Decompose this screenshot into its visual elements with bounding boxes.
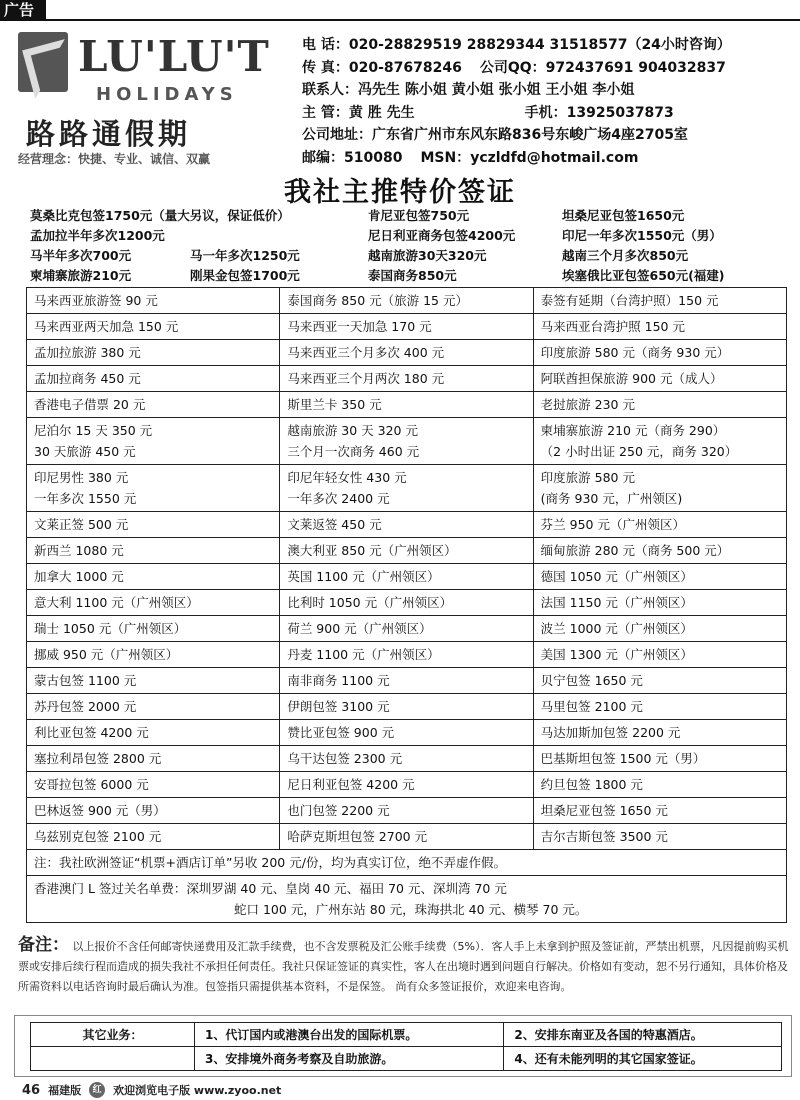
manager-label: 主 管： (302, 104, 349, 121)
promo-item: 马一年多次1250元 (190, 248, 300, 263)
price-cell (27, 288, 280, 314)
price-cell (533, 564, 786, 590)
logo-s-icon (18, 32, 68, 92)
price-line: 英国 1100 元（广州领区） (287, 569, 440, 584)
table-row (27, 340, 787, 366)
postcode: 510080 (344, 149, 403, 166)
fax-number: 020-87678246 (348, 59, 462, 76)
other-services-table (30, 1022, 782, 1071)
price-line: 巴基斯坦包签 1500 元（男） (540, 751, 706, 766)
page-footer (22, 1082, 281, 1098)
promo-item: 尼日利亚商务包签4200元 (368, 228, 516, 243)
price-cell (280, 746, 533, 772)
table-row (27, 512, 787, 538)
service-item: 3、安排境外商务考察及自助旅游。 (195, 1047, 504, 1071)
price-cell (533, 418, 786, 465)
price-cell (533, 668, 786, 694)
table-row (27, 746, 787, 772)
table-row (31, 1047, 782, 1071)
table-row (27, 850, 787, 876)
logo-name: LU'LU'T (78, 32, 270, 81)
price-line: 印度旅游 580 元 (540, 470, 635, 485)
price-line: 蒙古包签 1100 元 (34, 673, 137, 688)
table-row (27, 590, 787, 616)
price-cell (27, 824, 280, 850)
price-cell (27, 465, 280, 512)
price-cell (533, 616, 786, 642)
price-cell (533, 314, 786, 340)
price-line: 美国 1300 元（广州领区） (540, 647, 693, 662)
page-title: 我社主推特价签证 (284, 177, 516, 208)
promo-row (30, 246, 790, 266)
price-cell (280, 465, 533, 512)
price-line: 德国 1050 元（广州领区） (540, 569, 693, 584)
promo-item: 莫桑比克包签1750元（量大另议，保证低价） (30, 208, 290, 223)
hk-macau-line: 香港澳门 L 签过关名单费：深圳罗湖 40 元、皇岗 40 元、福田 70 元、深圳湾 70 元 (34, 881, 507, 896)
remarks-text: 以上报价不含任何邮寄快递费用及汇款手续费，也不含发票税及汇公账手续费（5%）．客人手上未拿到护照及签证前，严禁出机票，凡因提前购买机票或安排后续行程而造成的损失我社不承担任何责任。我社只保证签证的真实性，客人在出境时遇到问题自行解决。价格如有变动，恕不另行通知，具体价格及所需资料以电话咨询时最后确认为准。包签指只需提供基本资料，不是保签。 尚有众多签证报价，欢迎来电咨询。 (18, 940, 789, 993)
contact-people: 冯先生 陈小姐 黄小姐 张小姐 王小姐 李小姐 (358, 82, 635, 98)
phone-row (302, 34, 792, 57)
address-row (302, 124, 792, 147)
table-row (27, 418, 787, 465)
promo-row (30, 206, 790, 226)
promo-item: 坦桑尼亚包签1650元 (562, 208, 685, 223)
price-cell (533, 694, 786, 720)
price-cell (280, 340, 533, 366)
price-line: 比利时 1050 元（广州领区） (287, 595, 453, 610)
price-line: 尼泊尔 15 天 350 元 (34, 423, 153, 438)
price-line: 瑞士 1050 元（广州领区） (34, 621, 187, 636)
price-line: 斯里兰卡 350 元 (287, 397, 382, 412)
price-line: 澳大利亚 850 元（广州领区） (287, 543, 457, 558)
other-services-spacer (31, 1047, 195, 1071)
promo-item: 埃塞俄比亚包签650元(福建) (562, 268, 725, 283)
price-line: 苏丹包签 2000 元 (34, 699, 137, 714)
fax-label: 传 真： (302, 59, 349, 76)
price-line: 香港电子借票 20 元 (34, 397, 146, 412)
price-line: 芬兰 950 元（广州领区） (540, 517, 685, 532)
price-line: 越南旅游 30 天 320 元 (287, 423, 418, 438)
promo-item: 越南旅游30天320元 (368, 248, 487, 263)
table-row (27, 824, 787, 850)
address: 广东省广州市东风东路836号东峻广场4座2705室 (372, 127, 688, 143)
price-cell (280, 512, 533, 538)
price-line: 马来西亚三个月两次 180 元 (287, 371, 445, 386)
hk-macau-line: 蛇口 100 元，广州东站 80 元，珠海拱北 40 元、横琴 70 元。 (234, 902, 588, 917)
price-cell (27, 538, 280, 564)
price-cell (280, 694, 533, 720)
europe-note: 注：我社欧洲签证“机票+酒店订单”另收 200 元/份，均为真实订位，绝不弄虚作假。 (27, 850, 787, 876)
promo-item: 越南三个月多次850元 (562, 248, 689, 263)
price-line: 约旦包签 1800 元 (540, 777, 643, 792)
price-cell (27, 616, 280, 642)
price-line: 马来西亚台湾护照 150 元 (540, 319, 685, 334)
price-cell (533, 366, 786, 392)
price-line: 也门包签 2200 元 (287, 803, 390, 818)
price-table (26, 287, 787, 923)
promo-item: 孟加拉半年多次1200元 (30, 228, 165, 243)
phone-numbers: 020-28829519 28829344 31518577（24小时咨询） (348, 37, 731, 53)
ad-label: 广告 (0, 0, 46, 21)
price-line: 老挝旅游 230 元 (540, 397, 635, 412)
promo-item: 泰国商务850元 (368, 268, 457, 283)
price-cell (27, 418, 280, 465)
logo-chinese-name: 路路通假期 (26, 117, 192, 151)
price-cell (27, 392, 280, 418)
price-line: 坦桑尼亚包签 1650 元 (540, 803, 668, 818)
company-motto: 经营理念：快捷、专业、诚信、双赢 (18, 152, 211, 166)
price-cell (533, 392, 786, 418)
edition-label: 福建版 (48, 1084, 82, 1097)
price-cell (533, 538, 786, 564)
price-cell (27, 366, 280, 392)
page-number: 46 (22, 1082, 41, 1098)
price-line: 哈萨克斯坦包签 2700 元 (287, 829, 428, 844)
price-line: 赞比亚包签 900 元 (287, 725, 395, 740)
price-line: 荷兰 900 元（广州领区） (287, 621, 432, 636)
price-line: 阿联酋担保旅游 900 元（成人） (540, 371, 723, 386)
edition-badge-icon: 红 (89, 1082, 105, 1098)
price-cell (533, 824, 786, 850)
people-label: 联系人： (302, 82, 358, 98)
price-line: 印尼年轻女性 430 元 (287, 470, 407, 485)
price-cell (27, 720, 280, 746)
price-line: 马达加斯加包签 2200 元 (540, 725, 681, 740)
price-line: 利比亚包签 4200 元 (34, 725, 149, 740)
table-row (27, 366, 787, 392)
mobile-number: 13925037873 (566, 104, 674, 121)
price-cell (280, 392, 533, 418)
price-line: 马来西亚三个月多次 400 元 (287, 345, 445, 360)
promo-row (30, 226, 790, 246)
promo-item: 肯尼亚包签750元 (368, 208, 470, 223)
price-line: 马来西亚旅游签 90 元 (34, 293, 158, 308)
price-line: 30 天旅游 450 元 (34, 444, 136, 459)
price-cell (27, 798, 280, 824)
price-cell (27, 642, 280, 668)
price-cell (533, 288, 786, 314)
price-cell (533, 642, 786, 668)
price-cell (27, 668, 280, 694)
price-line: 马来西亚两天加急 150 元 (34, 319, 179, 334)
price-cell (280, 772, 533, 798)
table-row (27, 314, 787, 340)
manager-name: 黄 胜 先生 (348, 104, 415, 121)
price-line: 泰国商务 850 元（旅游 15 元） (287, 293, 468, 308)
promo-row (30, 266, 790, 286)
price-cell (533, 746, 786, 772)
price-cell (27, 590, 280, 616)
price-cell (533, 720, 786, 746)
header-rule (44, 19, 800, 21)
price-line: 吉尔吉斯包签 3500 元 (540, 829, 668, 844)
price-line: 波兰 1000 元（广州领区） (540, 621, 693, 636)
price-cell (27, 746, 280, 772)
price-line: （2 小时出证 250 元，商务 320） (540, 444, 738, 459)
price-cell (280, 798, 533, 824)
qq-numbers: 972437691 904032837 (545, 59, 726, 76)
price-line: (商务 930 元，广州领区) (540, 491, 683, 506)
footer-website: 欢迎浏览电子版 www.zyoo.net (113, 1084, 282, 1097)
price-line: 孟加拉旅游 380 元 (34, 345, 141, 360)
manager-row (302, 102, 792, 125)
price-cell (27, 772, 280, 798)
price-line: 乌兹别克包签 2100 元 (34, 829, 162, 844)
table-row (27, 642, 787, 668)
table-row (27, 694, 787, 720)
price-line: 缅甸旅游 280 元（商务 500 元） (540, 543, 730, 558)
price-cell (280, 590, 533, 616)
price-cell (280, 538, 533, 564)
table-row (27, 772, 787, 798)
price-cell (533, 590, 786, 616)
price-line: 挪威 950 元（广州领区） (34, 647, 179, 662)
table-row (27, 288, 787, 314)
contact-info (302, 34, 792, 169)
company-logo (14, 30, 284, 170)
price-cell (27, 314, 280, 340)
price-cell (27, 340, 280, 366)
table-row (31, 1023, 782, 1047)
service-item: 1、代订国内或港澳台出发的国际机票。 (195, 1023, 504, 1047)
price-line: 法国 1150 元（广州领区） (540, 595, 693, 610)
promo-item: 印尼一年多次1550元（男） (562, 228, 722, 243)
price-cell (533, 512, 786, 538)
price-line: 伊朗包签 3100 元 (287, 699, 390, 714)
price-line: 新西兰 1080 元 (34, 543, 124, 558)
remarks-label: 备注： (18, 935, 69, 955)
price-line: 孟加拉商务 450 元 (34, 371, 141, 386)
msn-label: MSN： (420, 149, 471, 166)
table-row (27, 720, 787, 746)
price-cell (280, 366, 533, 392)
price-cell (533, 465, 786, 512)
price-line: 一年多次 1550 元 (34, 491, 137, 506)
price-line: 加拿大 1000 元 (34, 569, 124, 584)
msn-address: yczldfd@hotmail.com (470, 149, 639, 166)
promo-list (30, 206, 790, 286)
price-cell (27, 564, 280, 590)
price-line: 泰签有延期（台湾护照）150 元 (540, 293, 719, 308)
price-line: 文莱返签 450 元 (287, 517, 382, 532)
logo-sub: HOLIDAYS (96, 84, 238, 105)
hk-macau-note (27, 876, 787, 923)
price-line: 印尼男性 380 元 (34, 470, 129, 485)
price-cell (280, 720, 533, 746)
promo-item: 马半年多次700元 (30, 248, 132, 263)
people-row (302, 79, 792, 102)
table-row (27, 798, 787, 824)
price-cell (27, 694, 280, 720)
price-line: 柬埔寨旅游 210 元（商务 290） (540, 423, 726, 438)
price-line: 安哥拉包签 6000 元 (34, 777, 149, 792)
fax-row (302, 57, 792, 80)
service-item: 2、安排东南亚及各国的特惠酒店。 (504, 1023, 782, 1047)
price-line: 尼日利亚包签 4200 元 (287, 777, 415, 792)
table-row (27, 392, 787, 418)
table-row (27, 668, 787, 694)
price-line: 三个月一次商务 460 元 (287, 444, 420, 459)
price-cell (280, 418, 533, 465)
price-line: 丹麦 1100 元（广州领区） (287, 647, 440, 662)
mobile-label: 手机： (524, 104, 567, 121)
price-cell (280, 564, 533, 590)
price-line: 一年多次 2400 元 (287, 491, 390, 506)
price-line: 文莱正签 500 元 (34, 517, 129, 532)
price-line: 贝宁包签 1650 元 (540, 673, 643, 688)
promo-item: 刚果金包签1700元 (190, 268, 300, 283)
price-line: 巴林返签 900 元（男） (34, 803, 166, 818)
price-line: 意大利 1100 元（广州领区） (34, 595, 199, 610)
postcode-label: 邮编： (302, 149, 344, 166)
other-services-label: 其它业务： (31, 1023, 195, 1047)
table-row (27, 538, 787, 564)
service-item: 4、还有未能列明的其它国家签证。 (504, 1047, 782, 1071)
price-line: 南非商务 1100 元 (287, 673, 390, 688)
table-row (27, 564, 787, 590)
price-cell (533, 772, 786, 798)
price-cell (27, 512, 280, 538)
postcode-row (302, 147, 792, 170)
price-cell (533, 798, 786, 824)
price-cell (280, 668, 533, 694)
price-line: 马来西亚一天加急 170 元 (287, 319, 432, 334)
promo-item: 柬埔寨旅游210元 (30, 268, 132, 283)
price-line: 印度旅游 580 元（商务 930 元） (540, 345, 730, 360)
phone-label: 电 话： (302, 37, 349, 53)
price-cell (533, 340, 786, 366)
remarks (18, 935, 790, 997)
table-row (27, 616, 787, 642)
price-cell (280, 314, 533, 340)
price-cell (280, 824, 533, 850)
price-cell (280, 642, 533, 668)
price-line: 马里包签 2100 元 (540, 699, 643, 714)
table-row (27, 876, 787, 923)
address-label: 公司地址： (302, 127, 372, 143)
table-row (27, 465, 787, 512)
price-cell (280, 616, 533, 642)
price-line: 塞拉利昂包签 2800 元 (34, 751, 162, 766)
price-line: 乌干达包签 2300 元 (287, 751, 403, 766)
qq-label: 公司QQ： (479, 59, 546, 76)
price-cell (280, 288, 533, 314)
